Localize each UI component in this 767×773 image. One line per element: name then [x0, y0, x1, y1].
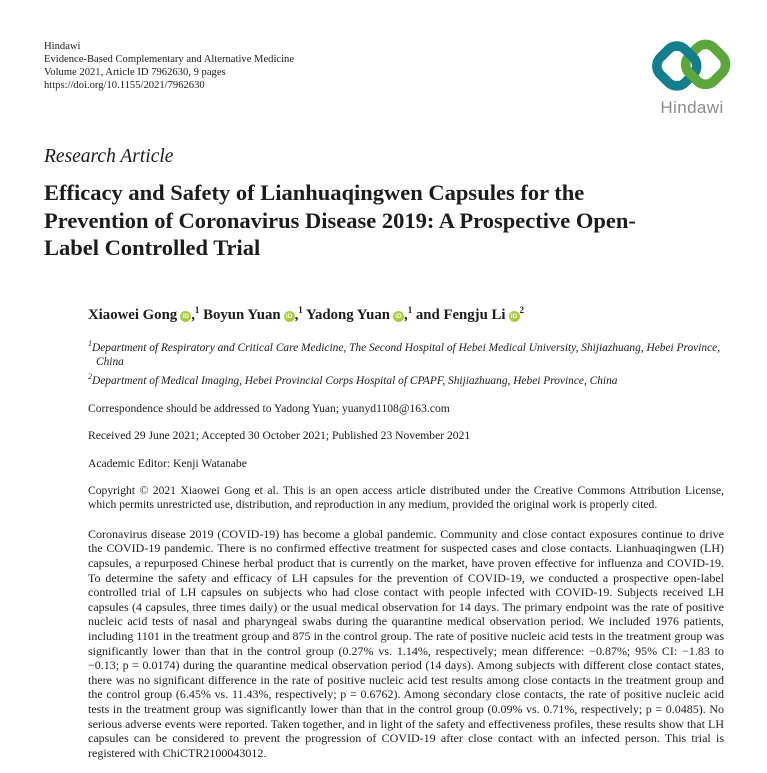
author-name: Xiaowei Gong	[88, 306, 178, 323]
author-name: Yadong Yuan	[305, 306, 390, 323]
affiliations	[88, 337, 724, 388]
affiliation-mark: 1	[194, 305, 200, 315]
orcid-icon[interactable]: iD	[393, 311, 404, 322]
abstract-text: Coronavirus disease 2019 (COVID-19) has become a global pandemic. Community and close contact exposures continue to drive the COVID-19 pandemic. There is no confirmed effective treatment for suspected cases and close contacts. Lianhuaqingwen (LH) capsules, a repurposed Chinese herbal product that is currently on the market, have proven effective for influenza and COVID-19. To determine the safety and efficacy of LH capsules for the prevention of COVID-19, we conducted a prospective open-label controlled trial of LH capsules on subjects who had close contact with people infected with COVID-19. Subjects received LH capsules (4 capsules, three times daily) or the usual medical observation for 14 days. The primary endpoint was the rate of positive nucleic acid tests of nasal and pharyngeal swabs during the quarantine medical observation period. We included 1976 patients, including 1101 in the treatment group and 875 in the control group. The rate of positive nucleic acid tests in the treatment group was significantly lower than that in the control group (0.27% vs. 1.14%, respectively; mean difference: −0.87%; 95% CI: −1.83 to −0.13; p = 0.0174) during the quarantine medical observation period (14 days). Among subjects with different close contact states, there was no significant difference in the rate of positive nucleic acid test results among close contacts in the treatment group and the control group (6.45% vs. 11.43%, respectively; p = 0.6762). Among secondary close contacts, the rate of positive nucleic acid tests in the treatment group was significantly lower than that in the control group (0.09% vs. 0.71%, respectively; p = 0.0485). No serious adverse events were reported. Taken together, and in light of the safety and effectiveness profiles, these results show that LH capsules can be considered to prevent the progression of COVID-19 after close contact with an infected person. This trial is registered with ChiCTR2100043012.	[88, 526, 724, 760]
correspondence-line: Correspondence should be addressed to Yadong Yuan; yuanyd1108@163.com	[88, 401, 450, 415]
author-name: Boyun Yuan	[203, 306, 281, 323]
journal-name: Evidence-Based Complementary and Alternative Medicine	[44, 54, 295, 65]
publisher-name: Hindawi	[44, 41, 81, 52]
volume-line: Volume 2021, Article ID 7962630, 9 pages	[44, 67, 226, 78]
orcid-icon[interactable]: iD	[284, 311, 295, 322]
masthead	[44, 40, 294, 92]
copyright-notice: Copyright © 2021 Xiaowei Gong et al. This is an open access article distributed under the Creative Commons Attribution License, which permits unrestricted use, distribution, and reproduction in any medium, provided the original work is properly cited.	[88, 484, 724, 512]
doi-link[interactable]: https://doi.org/10.1155/2021/7962630	[44, 80, 205, 91]
academic-editor-line: Academic Editor: Kenji Watanabe	[88, 456, 247, 470]
hindawi-rings-icon	[648, 34, 736, 98]
affiliation: $^2$Department of Medical Imaging, Hebei Provincial Corps Hospital of CPAPF, Shijiazhuang, Hebei Province, China	[88, 371, 618, 387]
author-line: Xiaowei Gong iD ,$^1$ Boyun Yuan iD ,$^1$ Yadong Yuan iD ,$^1$ and Fengju Li $iD^2$	[88, 305, 525, 323]
affiliation-mark: 2	[519, 305, 525, 315]
affiliation: $^1$Department of Respiratory and Critical Care Medicine, The Second Hospital of Hebei Medical University, Shijiazhuang, Hebei Province, China	[88, 338, 721, 369]
article-type-label: Research Article	[44, 146, 174, 167]
logo-wordmark: Hindawi	[660, 98, 724, 117]
history-dates-line: Received 29 June 2021; Accepted 30 October 2021; Published 23 November 2021	[88, 429, 471, 443]
orcid-icon[interactable]: iD	[180, 311, 191, 322]
orcid-icon[interactable]: iD	[509, 311, 520, 322]
affiliation-mark: 1	[298, 305, 303, 315]
article-front-matter	[88, 301, 724, 760]
affiliation-mark: 1	[407, 305, 413, 315]
publisher-logo	[644, 34, 740, 118]
author-name: and Fengju Li	[415, 306, 506, 323]
article-title: Efficacy and Safety of Lianhuaqingwen Capsules for the Prevention of Coronavirus Disease 2019: A Prospective Open-Label Controlled Trial	[44, 180, 636, 260]
